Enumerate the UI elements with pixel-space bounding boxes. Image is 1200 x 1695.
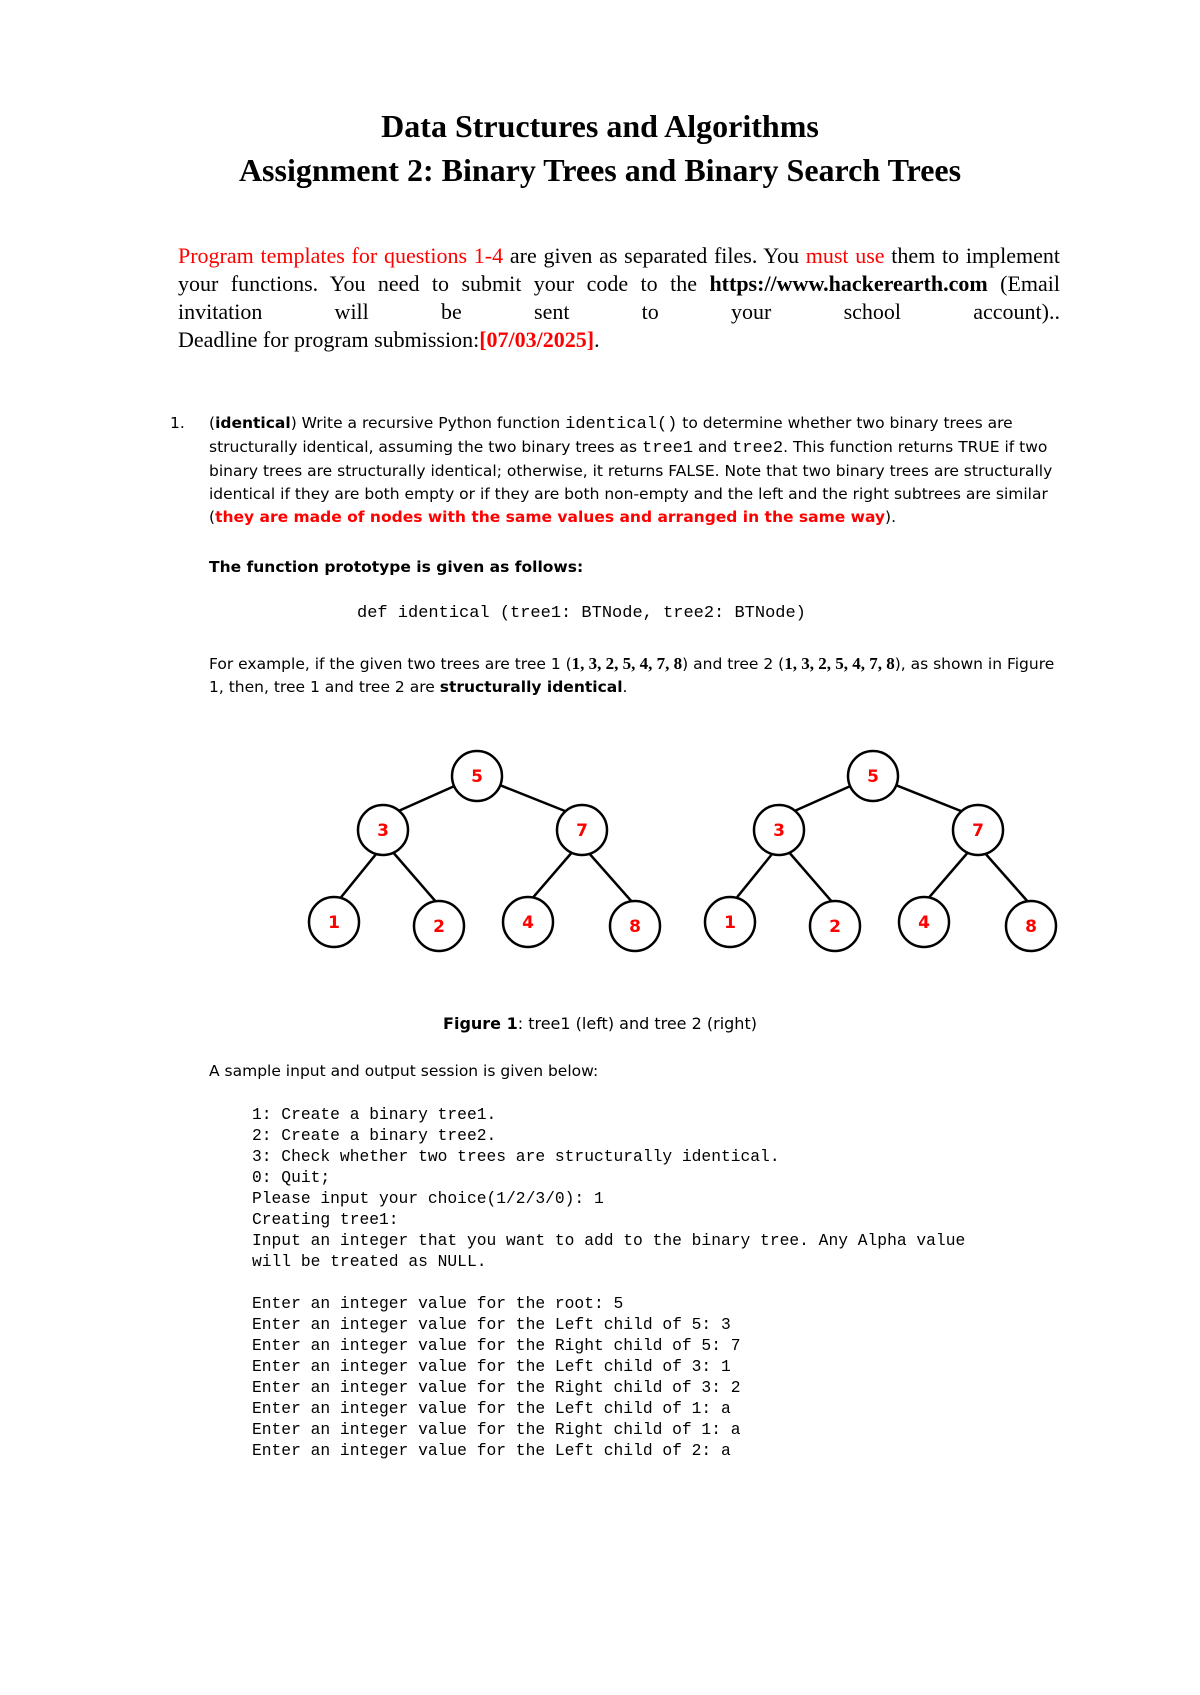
question-number: 1. [170,414,185,432]
tree2-sequence: 1, 3, 2, 5, 4, 7, 8 [784,654,895,673]
must-use-text: must use [805,243,885,268]
tree-node-label: 5 [471,767,483,787]
tree-node-label: 3 [773,821,785,841]
document-title: Data Structures and Algorithms [381,108,819,144]
identical-code: identical() [565,415,678,434]
session-line: Enter an integer value for the root: 5 [252,1294,624,1313]
session-line: Enter an integer value for the Left child of 2: a [252,1441,731,1460]
session-line: Enter an integer value for the Right child of 5: 7 [252,1336,741,1355]
tree2-diagram [705,751,1056,951]
session-line: 2: Create a binary tree2. [252,1126,497,1145]
red-note: they are made of nodes with the same values and arranged in the same way [215,508,886,526]
session-line [252,1272,965,1293]
sample-session [252,1104,965,1461]
question-keyword: identical [215,414,291,432]
tree-node-label: 7 [972,821,984,841]
tree-node-label: 4 [522,913,534,933]
tree-node-label: 2 [829,917,841,937]
intro-red-text: Program templates for questions 1-4 [178,243,504,268]
hackerearth-link[interactable]: https://www.hackerearth.com [709,271,988,296]
deadline-date: [07/03/2025] [479,327,595,352]
session-line: 3: Check whether two trees are structurally identical. [252,1147,780,1166]
session-intro: A sample input and output session is given below: [209,1062,599,1080]
tree-node-label: 1 [724,913,736,933]
tree-node-label: 1 [328,913,340,933]
figure-caption: Figure 1: tree1 (left) and tree 2 (right) [443,1014,757,1033]
question-1-text: (identical) Write a recursive Python function identical() to determine whether two binary trees are structurally identical, assuming the two binary trees as tree1 and tree2. This function returns TRUE if two binary trees are structurally identical; otherwise, it returns FALSE. Note that two binary trees are structurally identical if they are both empty or if they are both non-empty and the left and the right subtrees are similar (they are made of nodes with the same values and arranged in the same way). [209,414,1053,526]
structurally-identical-text: structurally identical [439,678,623,696]
session-line: will be treated as NULL. [252,1252,487,1271]
session-line: Enter an integer value for the Right child of 1: a [252,1420,741,1439]
example-text: For example, if the given two trees are tree 1 (1, 3, 2, 5, 4, 7, 8) and tree 2 (1, 3, 2, 5, 4, 7, 8), as shown in Figure 1, then, tree 1 and tree 2 are structurally identical. [209,654,1055,696]
assignment-title: Assignment 2: Binary Trees and Binary Search Trees [238,152,962,188]
prototype-heading: The function prototype is given as follows: [209,558,584,576]
session-line: Enter an integer value for the Right child of 3: 2 [252,1378,741,1397]
intro-paragraph: Program templates for questions 1-4 are given as separated files. You must use them to implement your functions. You need to submit your code to the https://www.hackerearth.com (Email invitation will be sent to your school account).. Deadline for program submission:[07/03/2025]. [178,243,1060,352]
session-line: Enter an integer value for the Left child of 5: 3 [252,1315,731,1334]
session-line: 0: Quit; [252,1168,331,1187]
session-line: Enter an integer value for the Left child of 3: 1 [252,1357,731,1376]
tree1-sequence: 1, 3, 2, 5, 4, 7, 8 [571,654,683,673]
tree-node-label: 8 [629,917,641,937]
session-line: Creating tree1: [252,1210,399,1229]
session-line: Enter an integer value for the Left child of 1: a [252,1399,731,1418]
tree1-code: tree1 [642,439,694,458]
tree1-diagram [309,751,660,951]
tree2-code: tree2 [732,439,784,458]
session-line: Input an integer that you want to add to the binary tree. Any Alpha value [252,1231,966,1250]
tree-node-label: 4 [918,913,930,933]
tree-node-label: 5 [867,767,879,787]
tree-node-label: 8 [1025,917,1037,937]
session-line: Please input your choice(1/2/3/0): 1 [252,1189,604,1208]
tree-node-label: 3 [377,821,389,841]
function-prototype: def identical (tree1: BTNode, tree2: BTNode) [357,604,806,623]
tree-node-label: 2 [433,917,445,937]
session-line: 1: Create a binary tree1. [252,1105,497,1124]
tree-node-label: 7 [576,821,588,841]
